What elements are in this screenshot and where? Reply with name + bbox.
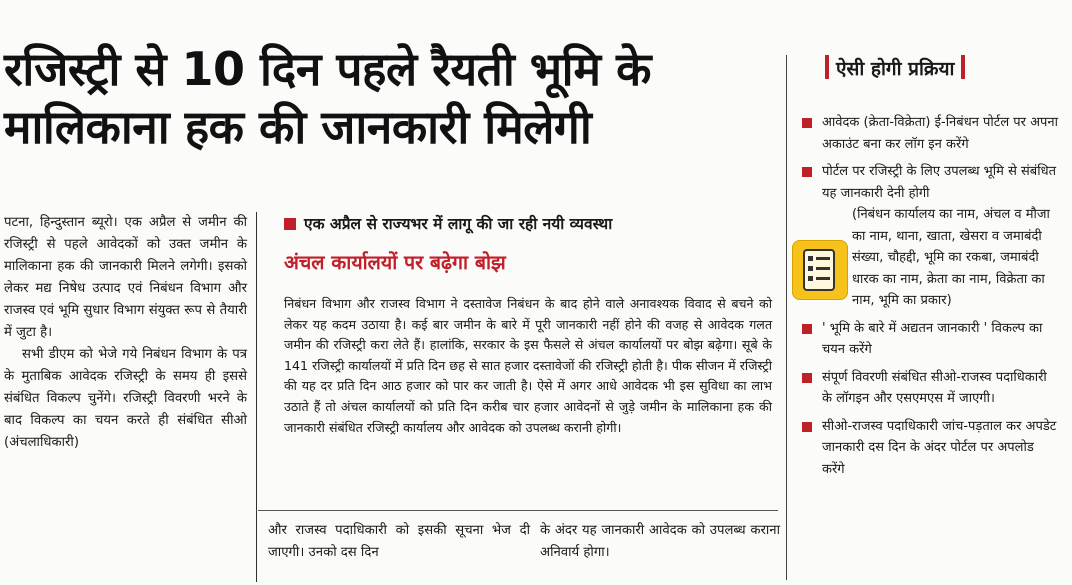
red-bar-icon [961, 55, 965, 79]
square-bullet-icon [802, 373, 812, 383]
list-item-text: सीओ-राजस्व पदाधिकारी जांच-पड़ताल कर अपडेट जानकारी दस दिन के अंदर पोर्टल पर अपलोड करेंगे [822, 418, 1057, 477]
left-column [4, 212, 247, 454]
document-list-icon [792, 240, 848, 300]
middle-paragraph: निबंधन विभाग और राजस्व विभाग ने दस्तावेज निबंधन के बाद होने वाले अनावश्यक विवाद से बचने को लेकर यह कदम उठाया है। कई बार जमीन के बारे में पूरी जानकारी नहीं होने की वजह से आवेदक गलत जमीन की रजिस्ट्री करा लेते हैं। हालांकि, सरकार के इस फैसले से अंचल कार्यालयों पर बोझ बढ़ेगा। सूबे के 141 रजिस्ट्री कार्यालयों में प्रति दिन छह से सात हजार दस्तावेजों की रजिस्ट्री होती है। पीक सीजन में रजिस्ट्री की यह दर प्रति दिन आठ हजार को पार कर जाती है। ऐसे में अगर आधे आवेदक भी इस सुविधा का लाभ उठाते हैं तो अंचल कार्यालयों को प्रति दिन करीब चार हजार आवेदनों से जुड़े जमीन के मालिकाना हक की जानकारी संबंधित रजिस्ट्री कार्यालय और आवेदक को उपलब्ध करानी होगी। [284, 296, 772, 435]
list-item [800, 318, 1060, 361]
column-divider [256, 212, 257, 582]
list-item-text: (निबंधन कार्यालय का नाम, अंचल व मौजा का नाम, थाना, खाता, खेसरा व जमाबंदी संख्या, चौहद्दी, भूमि का रकबा, जमाबंदी धारक का नाम, क्रेता का नाम, विक्रेता का नाम, भूमि का प्रकार) [852, 207, 1050, 308]
subhead [284, 212, 612, 236]
list-item [800, 161, 1060, 204]
sidebar-title [818, 54, 972, 84]
subhead-red: अंचल कार्यालयों पर बढ़ेगा बोझ [284, 251, 506, 274]
left-paragraph-2: सभी डीएम को भेजे गये निबंधन विभाग के पत्र के मुताबिक आवेदक रजिस्ट्री के समय ही इससे संबंधित विकल्प चुनेंगे। रजिस्ट्री विवरणी भरने के बाद विकल्प का चयन करते ही संबंधित सीओ (अंचलाधिकारी) [4, 347, 247, 450]
bottom-column-a: और राजस्व पदाधिकारी को इसकी सूचना भेज दी जाएगी। उनको दस दिन [268, 523, 530, 560]
list-item-text: पोर्टल पर रजिस्ट्री के लिए उपलब्ध भूमि से संबंधित यह जानकारी देनी होगी [822, 164, 1056, 201]
headline-line-2: मालिकाना हक की जानकारी मिलेगी [4, 100, 592, 154]
list-item [800, 112, 1060, 155]
square-bullet-icon [802, 167, 812, 177]
list-item [800, 367, 1060, 410]
subhead-text: एक अप्रैल से राज्यभर में लागू की जा रही नयी व्यवस्था [304, 215, 613, 233]
headline [4, 40, 794, 156]
list-item [800, 416, 1060, 481]
list-item-text: ' भूमि के बारे में अद्यतन जानकारी ' विकल्प का चयन करेंगे [822, 320, 1043, 357]
square-bullet-icon [802, 324, 812, 334]
left-paragraph-1: पटना, हिन्दुस्तान ब्यूरो। एक अप्रैल से जमीन की रजिस्ट्री से पहले आवेदकों को उक्त जमीन के मालिकाना हक की जानकारी मिलने लगेगी। इसको लेकर मद्य निषेध उत्पाद एवं निबंधन विभाग और राजस्व एवं भूमि सुधार विभाग संयुक्त रूप से तैयारी में जुटा है। [4, 215, 247, 340]
headline-line-1: रजिस्ट्री से 10 दिन पहले रैयती भूमि के [4, 42, 651, 96]
list-item-text: आवेदक (क्रेता-विक्रेता) ई-निबंधन पोर्टल पर अपना अकाउंट बना कर लॉग इन करेंगे [822, 115, 1059, 152]
square-bullet-icon [802, 118, 812, 128]
square-bullet-icon [802, 422, 812, 432]
horizontal-divider [258, 510, 778, 511]
middle-body [284, 294, 772, 438]
bottom-column-b: के अंदर यह जानकारी आवेदक को उपलब्ध कराना अनिवार्य होगा। [540, 523, 780, 560]
sidebar-title-text: ऐसी होगी प्रक्रिया [836, 58, 955, 80]
sidebar-divider [786, 55, 787, 580]
red-bar-icon [825, 55, 829, 79]
square-bullet-icon [284, 218, 296, 230]
list-item-text: संपूर्ण विवरणी संबंधित सीओ-राजस्व पदाधिकारी के लॉगइन और एसएमएस में जाएगी। [822, 369, 1047, 406]
